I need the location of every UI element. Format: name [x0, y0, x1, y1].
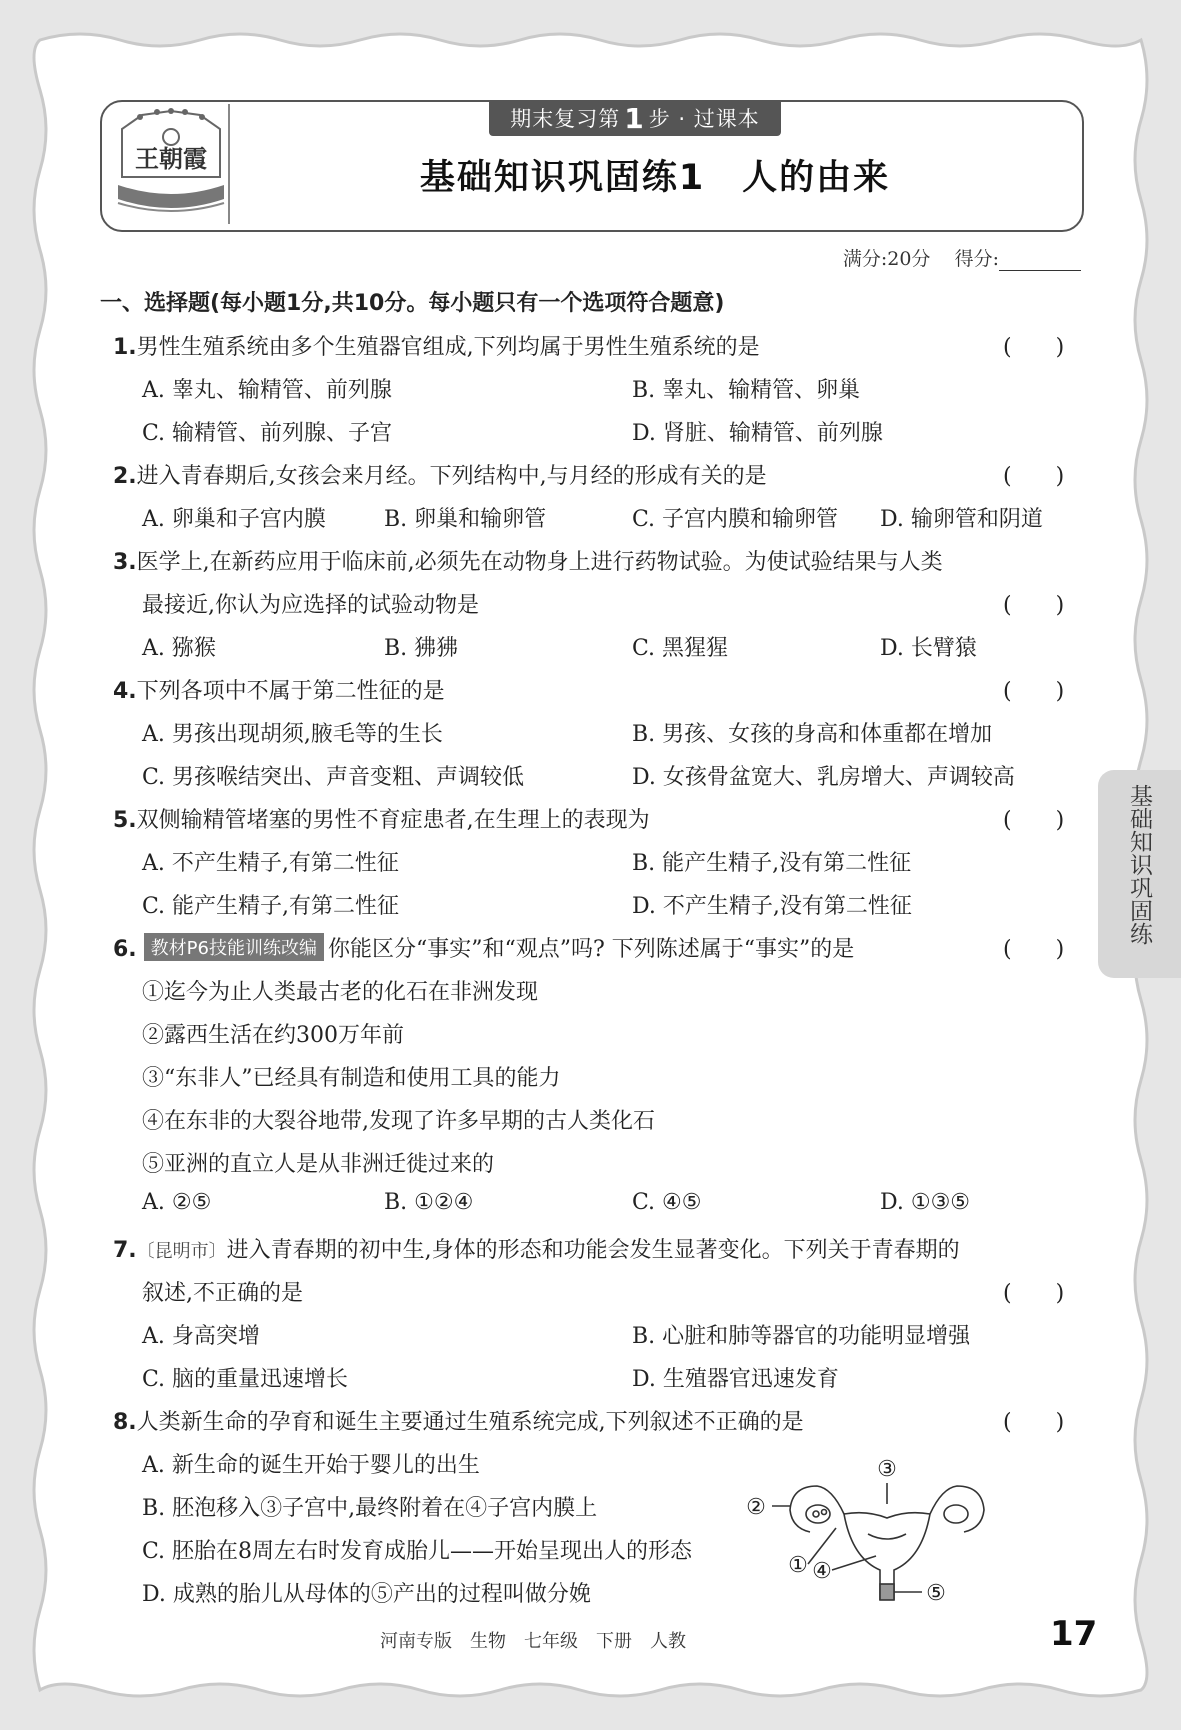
option-b[interactable]: B. 心脏和肺等器官的功能明显增强: [632, 1324, 971, 1349]
question-3-continued: 最接近,你认为应选择的试验动物是: [142, 593, 479, 618]
statement-1: ①迄今为止人类最古老的化石在非洲发现: [142, 980, 539, 1005]
question-text: 双侧输精管堵塞的男性不育症患者,在生理上的表现为: [136, 808, 650, 833]
answer-blank[interactable]: ( ): [1003, 464, 1065, 489]
option-b[interactable]: B. 男孩、女孩的身高和体重都在增加: [632, 722, 993, 747]
option-c[interactable]: C. 能产生精子,有第二性征: [142, 894, 400, 919]
question-number: 7.: [113, 1238, 137, 1263]
source-city: 〔昆明市〕: [136, 1241, 227, 1262]
option-b[interactable]: B. 胚泡移入③子宫中,最终附着在④子宫内膜上: [142, 1496, 598, 1521]
option-b[interactable]: B. ①②④: [384, 1190, 474, 1215]
question-5: [113, 803, 650, 834]
question-3: [113, 545, 943, 576]
statement-3: ③“东非人”已经具有制造和使用工具的能力: [142, 1066, 561, 1091]
step-suffix: 步 · 过课本: [648, 107, 760, 131]
step-tab: [489, 100, 781, 136]
score-line: [843, 244, 1081, 271]
option-d[interactable]: D. 长臂猿: [880, 636, 977, 661]
option-c[interactable]: C. 黑猩猩: [632, 636, 729, 661]
question-number: 8.: [113, 1410, 137, 1435]
option-b[interactable]: B. 狒狒: [384, 636, 459, 661]
diagram-label-3: ③: [877, 1457, 897, 1482]
question-text: 你能区分“事实”和“观点”吗? 下列陈述属于“事实”的是: [327, 937, 855, 962]
diagram-label-2: ②: [746, 1495, 766, 1520]
source-tag: 教材P6技能训练改编: [144, 933, 324, 961]
option-d[interactable]: D. 成熟的胎儿从母体的⑤产出的过程叫做分娩: [142, 1582, 591, 1607]
option-b[interactable]: B. 睾丸、输精管、卵巢: [632, 378, 861, 403]
option-a[interactable]: A. 睾丸、输精管、前列腺: [142, 378, 392, 403]
question-text: 下列各项中不属于第二性征的是: [136, 679, 445, 704]
got-score-label: 得分:: [954, 248, 999, 270]
diagram-label-5: ⑤: [926, 1581, 946, 1606]
answer-blank[interactable]: ( ): [1003, 679, 1065, 704]
question-text: 人类新生命的孕育和诞生主要通过生殖系统完成,下列叙述不正确的是: [136, 1410, 804, 1435]
question-number: 2.: [113, 464, 137, 489]
option-a[interactable]: A. ②⑤: [142, 1190, 212, 1215]
side-tab-label: 基础知识巩固练: [1126, 784, 1152, 945]
svg-text:王朝霞: 王朝霞: [135, 144, 207, 173]
statement-5: ⑤亚洲的直立人是从非洲迁徙过来的: [142, 1152, 495, 1177]
statement-4: ④在东非的大裂谷地带,发现了许多早期的古人类化石: [142, 1109, 655, 1134]
answer-blank[interactable]: ( ): [1003, 1410, 1065, 1435]
score-blank[interactable]: [999, 270, 1081, 271]
option-b[interactable]: B. 能产生精子,没有第二性征: [632, 851, 912, 876]
answer-blank[interactable]: ( ): [1003, 593, 1065, 618]
publisher-logo: [112, 107, 230, 219]
question-8: [113, 1405, 804, 1436]
answer-blank[interactable]: ( ): [1003, 808, 1065, 833]
question-number: 6.: [113, 937, 137, 962]
statement-2: ②露西生活在约300万年前: [142, 1023, 404, 1048]
option-a[interactable]: A. 新生命的诞生开始于婴儿的出生: [142, 1453, 480, 1478]
full-score: 满分:20分: [842, 248, 931, 270]
diagram-label-1: ①: [788, 1553, 808, 1578]
question-7-continued: 叙述,不正确的是: [142, 1281, 303, 1306]
section-title: 一、选择题(每小题1分,共10分。每小题只有一个选项符合题意): [100, 291, 725, 316]
answer-blank[interactable]: ( ): [1003, 335, 1065, 360]
option-a[interactable]: A. 卵巢和子宫内膜: [142, 507, 326, 532]
question-text: 进入青春期后,女孩会来月经。下列结构中,与月经的形成有关的是: [136, 464, 767, 489]
option-d[interactable]: D. 不产生精子,没有第二性征: [632, 894, 912, 919]
footer: 河南专版 生物 七年级 下册 人教: [380, 1631, 686, 1652]
side-tab: [1098, 770, 1181, 978]
option-b[interactable]: B. 卵巢和输卵管: [384, 507, 547, 532]
option-d[interactable]: D. ①③⑤: [880, 1190, 971, 1215]
question-number: 5.: [113, 808, 137, 833]
option-c[interactable]: C. ④⑤: [632, 1190, 702, 1215]
option-c[interactable]: C. 输精管、前列腺、子宫: [142, 421, 393, 446]
option-c[interactable]: C. 胚胎在8周左右时发育成胎儿——开始呈现出人的形态: [142, 1539, 693, 1564]
reproductive-system-diagram: [746, 1448, 1002, 1608]
question-2: [113, 459, 767, 490]
step-prefix: 期末复习第: [510, 107, 621, 131]
option-a[interactable]: A. 猕猴: [142, 636, 216, 661]
answer-blank[interactable]: ( ): [1003, 1281, 1065, 1306]
option-c[interactable]: C. 子宫内膜和输卵管: [632, 507, 839, 532]
question-number: 4.: [113, 679, 137, 704]
option-c[interactable]: C. 男孩喉结突出、声音变粗、声调较低: [142, 765, 525, 790]
page-number: 17: [1050, 1614, 1098, 1654]
question-1: [113, 330, 760, 361]
question-text: 医学上,在新药应用于临床前,必须先在动物身上进行药物试验。为使试验结果与人类: [136, 550, 943, 575]
option-d[interactable]: D. 生殖器官迅速发育: [632, 1367, 839, 1392]
option-a[interactable]: A. 不产生精子,有第二性征: [142, 851, 399, 876]
question-6: [113, 932, 854, 963]
option-c[interactable]: C. 脑的重量迅速增长: [142, 1367, 349, 1392]
option-d[interactable]: D. 肾脏、输精管、前列腺: [632, 421, 883, 446]
question-number: 1.: [113, 335, 137, 360]
question-text: 进入青春期的初中生,身体的形态和功能会发生显著变化。下列关于青春期的: [226, 1238, 960, 1263]
answer-blank[interactable]: ( ): [1003, 937, 1065, 962]
question-text: 男性生殖系统由多个生殖器官组成,下列均属于男性生殖系统的是: [136, 335, 760, 360]
question-7: [113, 1233, 960, 1264]
option-a[interactable]: A. 男孩出现胡须,腋毛等的生长: [142, 722, 443, 747]
option-d[interactable]: D. 女孩骨盆宽大、乳房增大、声调较高: [632, 765, 1015, 790]
page-title: 基础知识巩固练1 人的由来: [419, 158, 891, 198]
option-d[interactable]: D. 输卵管和阴道: [880, 507, 1043, 532]
question-4: [113, 674, 445, 705]
option-a[interactable]: A. 身高突增: [142, 1324, 260, 1349]
diagram-label-4: ④: [812, 1559, 832, 1584]
step-number: 1: [624, 101, 645, 135]
question-number: 3.: [113, 550, 137, 575]
